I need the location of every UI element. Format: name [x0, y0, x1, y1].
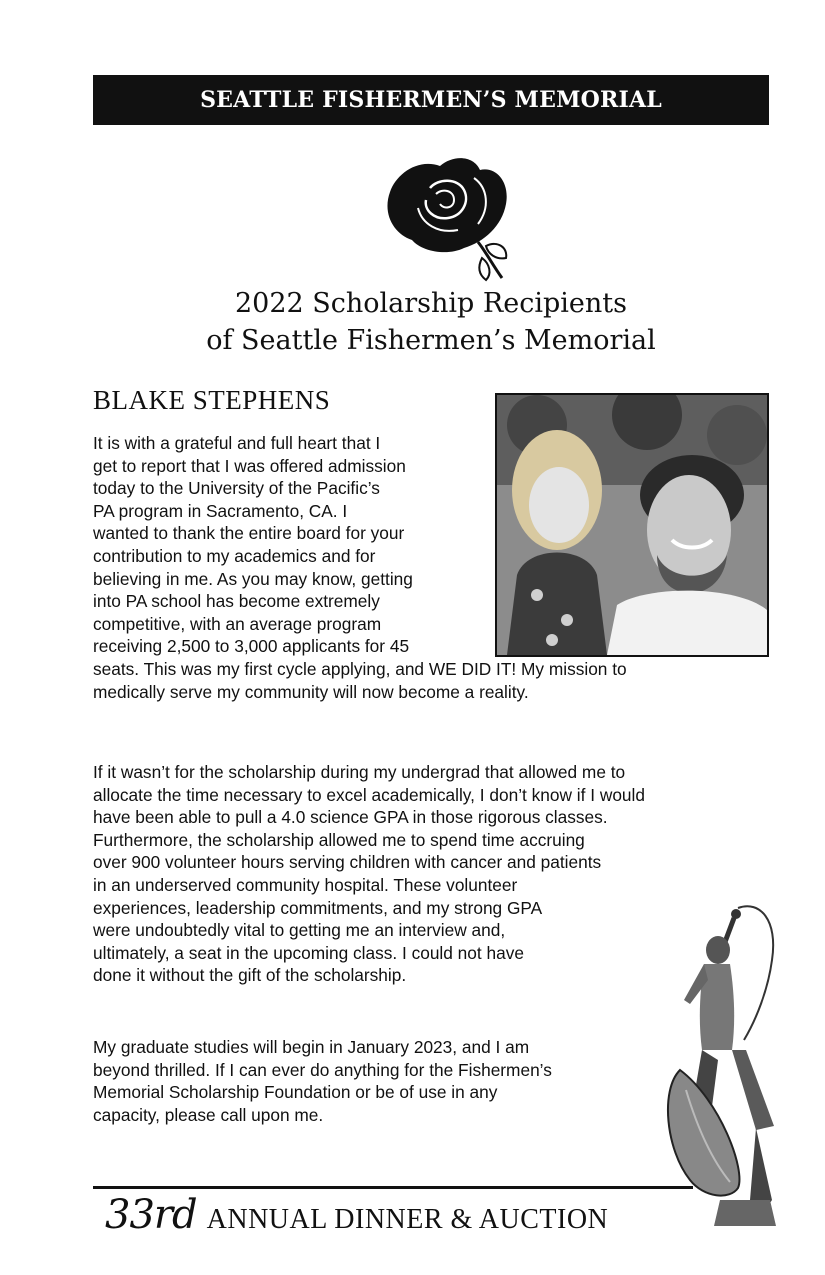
- paragraph-line: Memorial Scholarship Foundation or be of use in any: [93, 1082, 498, 1103]
- paragraph-line: My graduate studies will begin in January 2023, and I am: [93, 1037, 530, 1057]
- paragraph-line: believing in me. As you may know, getting: [93, 568, 413, 589]
- paragraph-line: ultimately, a seat in the upcoming class. I could not have: [93, 942, 524, 963]
- footer-ordinal: 33rd: [105, 1192, 197, 1238]
- paragraph-line: experiences, leadership commitments, and my strong GPA: [93, 897, 543, 918]
- paragraph-3: [93, 1036, 552, 1126]
- paragraph-line: PA program in Sacramento, CA. I: [93, 500, 348, 521]
- footer: [105, 1192, 608, 1238]
- paragraph-line: seats. This was my first cycle applying, and WE DID IT! My mission to: [93, 658, 627, 679]
- paragraph-line: receiving 2,500 to 3,000 applicants for 45: [93, 636, 410, 657]
- footer-divider: [93, 1186, 693, 1189]
- paragraph-2: [93, 761, 645, 987]
- paragraph-line: have been able to pull a 4.0 science GPA in those rigorous classes.: [93, 807, 608, 828]
- paragraph-line: It is with a grateful and full heart that I: [93, 433, 381, 453]
- page-title-line2: of Seattle Fishermen’s Memorial: [206, 325, 656, 356]
- rose-icon: [378, 148, 518, 288]
- footer-event-title: ANNUAL DINNER & AUCTION: [206, 1204, 609, 1235]
- paragraph-line: in an underserved community hospital. These volunteer: [93, 874, 518, 895]
- paragraph-line: allocate the time necessary to excel academically, I don’t know if I would: [93, 784, 645, 805]
- paragraph-line: wanted to thank the entire board for your: [93, 523, 405, 544]
- paragraph-line: today to the University of the Pacific’s: [93, 478, 380, 499]
- paragraph-line: done it without the gift of the scholarship.: [93, 965, 407, 986]
- paragraph-line: competitive, with an average program: [93, 613, 382, 634]
- paragraph-line: capacity, please call upon me.: [93, 1104, 324, 1125]
- recipient-name: BLAKE STEPHENS: [93, 385, 331, 415]
- fisherman-statue-icon: [660, 900, 785, 1230]
- page-title-line1: 2022 Scholarship Recipients: [234, 288, 627, 319]
- paragraph-line: contribution to my academics and for: [93, 545, 376, 566]
- paragraph-line: over 900 volunteer hours serving children with cancer and patients: [93, 852, 602, 873]
- paragraph-1: [93, 432, 627, 703]
- paragraph-line: get to report that I was offered admission: [93, 455, 406, 476]
- paragraph-line: Furthermore, the scholarship allowed me to spend time accruing: [93, 829, 585, 850]
- paragraph-line: were undoubtedly vital to getting me an interview and,: [93, 920, 506, 941]
- paragraph-line: medically serve my community will now become a reality.: [93, 681, 529, 702]
- paragraph-line: If it wasn’t for the scholarship during my undergrad that allowed me to: [93, 762, 626, 782]
- header-banner: [93, 75, 769, 125]
- banner-title: SEATTLE FISHERMEN’S MEMORIAL: [200, 87, 662, 113]
- paragraph-line: beyond thrilled. If I can ever do anything for the Fishermen’s: [93, 1059, 552, 1080]
- paragraph-line: into PA school has become extremely: [93, 591, 380, 612]
